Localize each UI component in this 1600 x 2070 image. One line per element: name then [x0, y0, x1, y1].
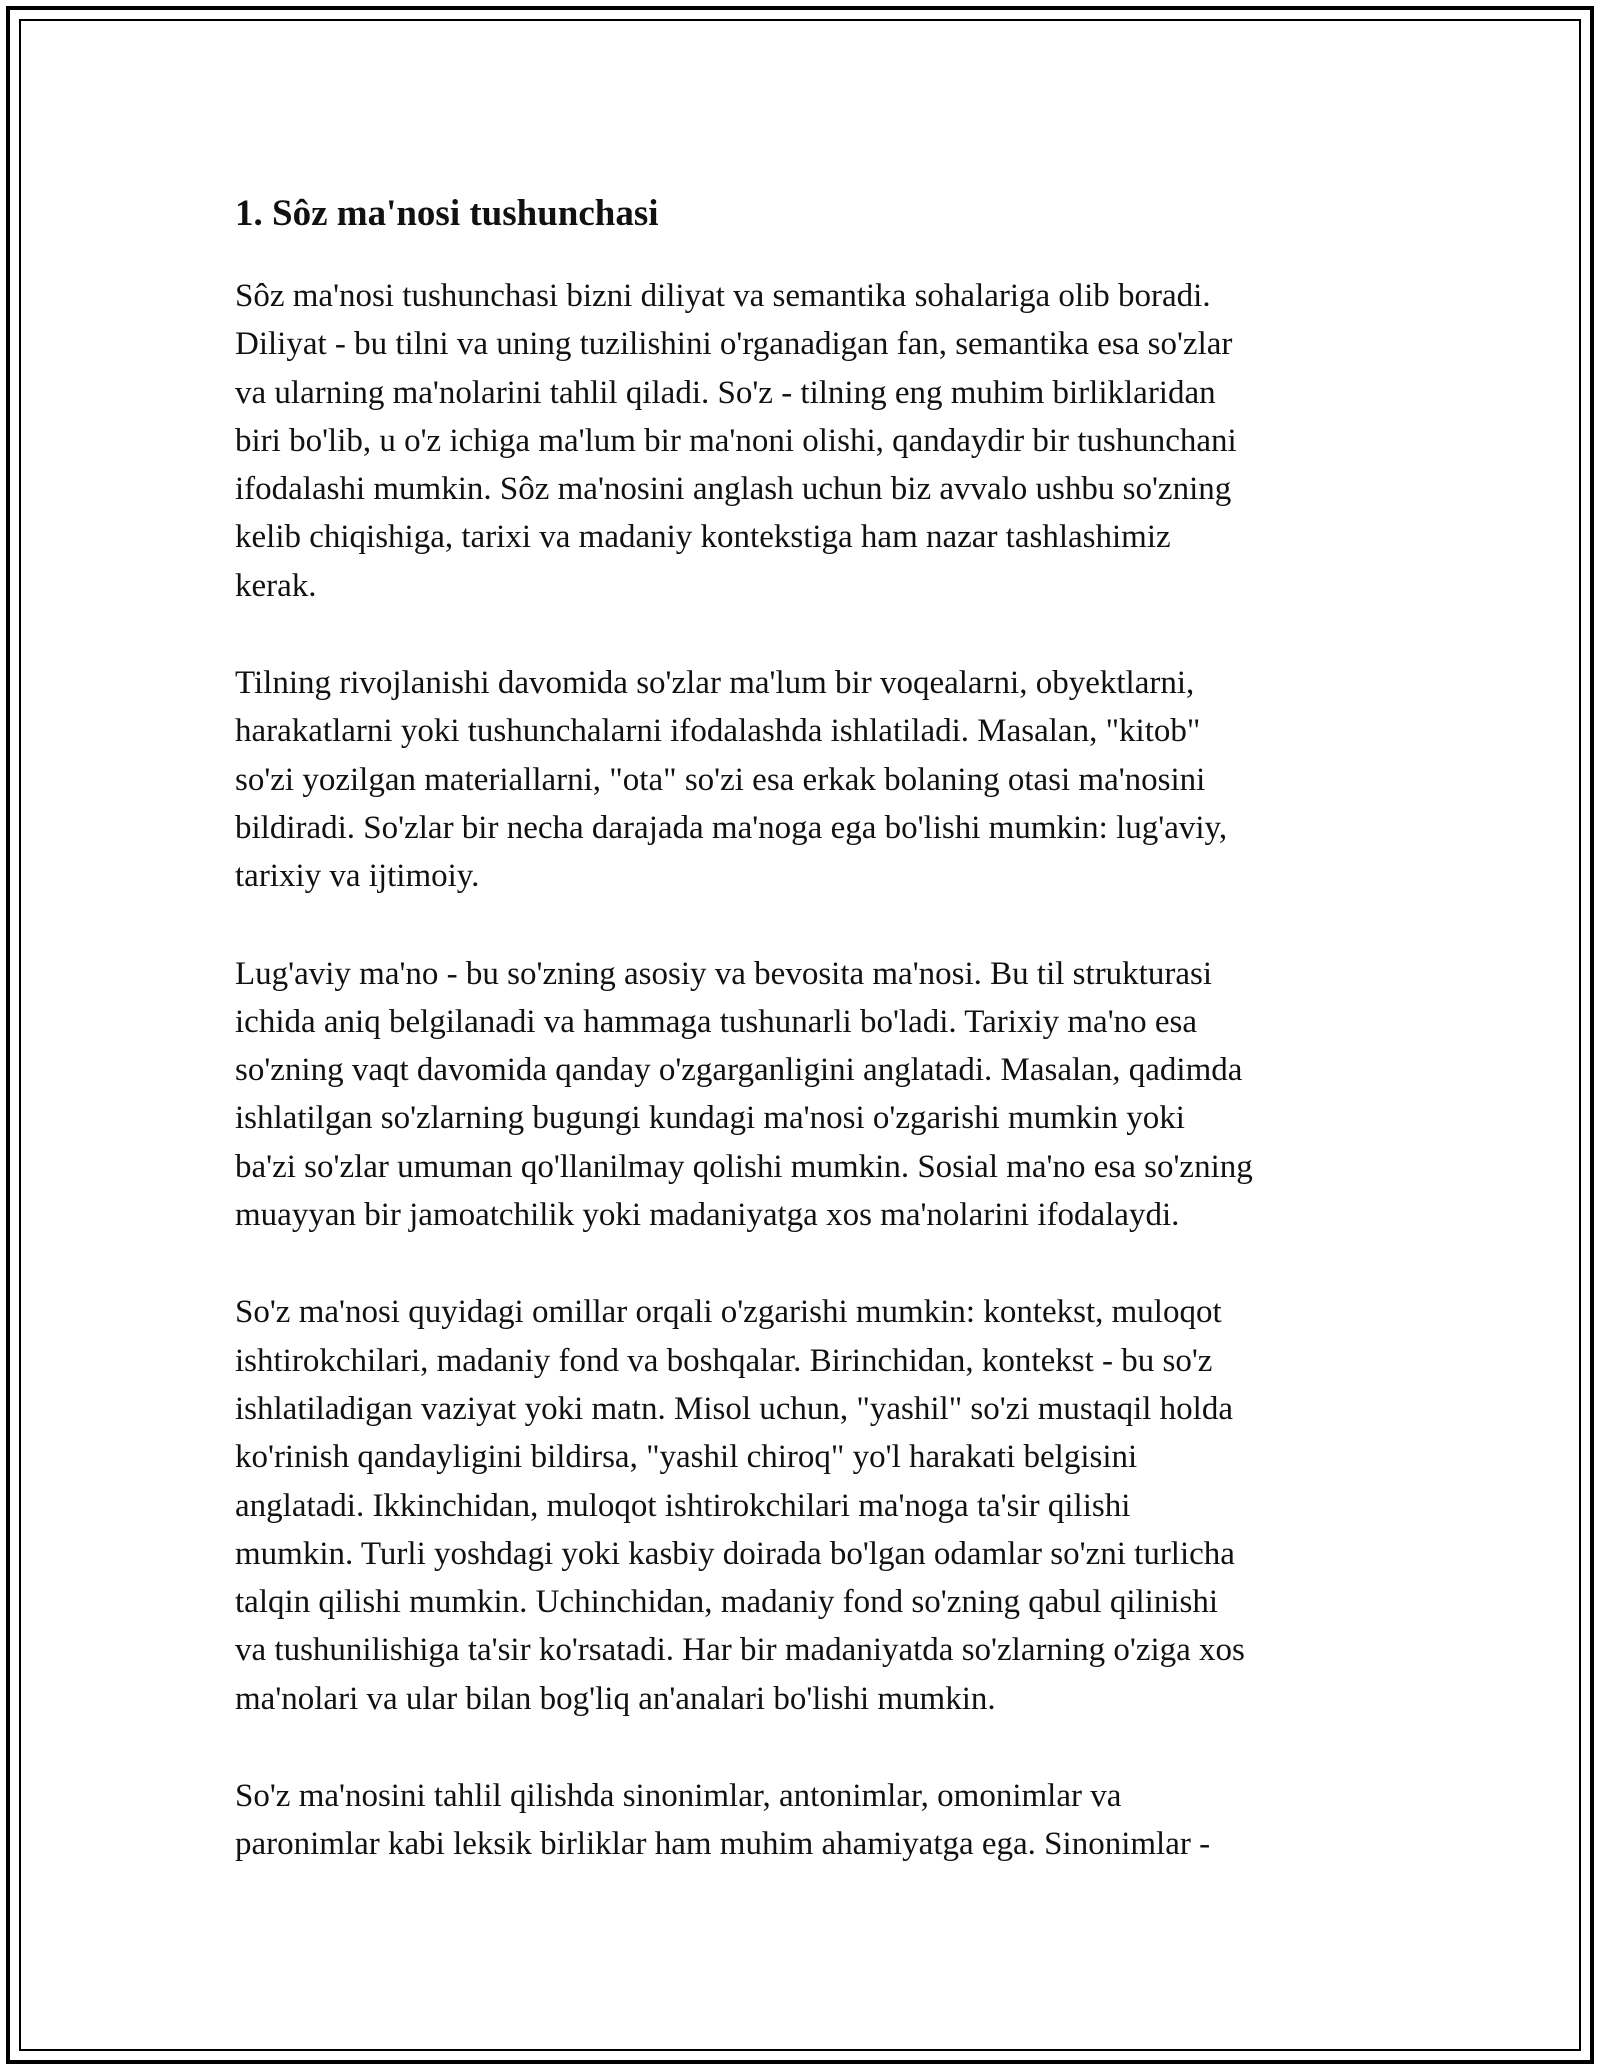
text-line: so'zning vaqt davomida qanday o'zgarganligini anglatadi. Masalan, qadimda: [235, 1052, 1243, 1089]
text-line: kelib chiqishiga, tarixi va madaniy kontekstiga ham nazar tashlashimiz: [235, 519, 1171, 556]
document-body: [235, 186, 1375, 1918]
text-line: muayyan bir jamoatchilik yoki madaniyatga xos ma'nolarini ifodalaydi.: [235, 1197, 1180, 1234]
text-line: anglatadi. Ikkinchidan, muloqot ishtirokchilari ma'noga ta'sir qilishi: [235, 1487, 1131, 1524]
text-line: ishlatilgan so'zlarning bugungi kundagi ma'nosi o'zgarishi mumkin yoki: [235, 1100, 1185, 1137]
text-line: bildiradi. So'zlar bir necha darajada ma'noga ega bo'lishi mumkin: lug'aviy,: [235, 809, 1228, 846]
text-line: Sôz ma'nosi tushunchasi bizni diliyat va semantika sohalariga olib boradi.: [235, 278, 1211, 314]
text-line: ishlatiladigan vaziyat yoki matn. Misol uchun, "yashil" so'zi mustaqil holda: [235, 1390, 1233, 1427]
text-line: talqin qilishi mumkin. Uchinchidan, madaniy fond so'zning qabul qilinishi: [235, 1584, 1219, 1621]
text-line: Tilning rivojlanishi davomida so'zlar ma'lum bir voqealarni, obyektlarni,: [235, 665, 1195, 702]
text-line: ifodalashi mumkin. Sôz ma'nosini anglash uchun biz avvalo ushbu so'zning: [235, 471, 1232, 508]
text-line: ishtirokchilari, madaniy fond va boshqalar. Birinchidan, kontekst - bu so'z: [235, 1342, 1213, 1379]
paragraph-1: [235, 272, 1375, 610]
text-line: harakatlarni yoki tushunchalarni ifodalashda ishlatiladi. Masalan, "kitob": [235, 713, 1201, 750]
text-line: Lug'aviy ma'no - bu so'zning asosiy va bevosita ma'nosi. Bu til strukturasi: [235, 955, 1212, 992]
text-line: ma'nolari va ular bilan bog'liq an'analari bo'lishi mumkin.: [235, 1680, 996, 1717]
section-heading: 1. Sôz ma'nosi tushunchasi: [235, 193, 659, 234]
text-line: Diliyat - bu tilni va uning tuzilishini o'rganadigan fan, semantika esa so'zlar: [235, 326, 1233, 363]
text-line: So'z ma'nosini tahlil qilishda sinonimlar, antonimlar, omonimlar va: [235, 1778, 1122, 1815]
paragraph-5: [235, 1772, 1375, 1869]
text-line: va ularning ma'nolarini tahlil qiladi. So'z - tilning eng muhim birliklaridan: [235, 374, 1216, 411]
text-line: biri bo'lib, u o'z ichiga ma'lum bir ma'noni olishi, qandaydir bir tushunchani: [235, 422, 1237, 459]
text-line: ichida aniq belgilanadi va hammaga tushunarli bo'ladi. Tarixiy ma'no esa: [235, 1003, 1198, 1040]
text-line: paronimlar kabi leksik birliklar ham muhim ahamiyatga ega. Sinonimlar -: [235, 1826, 1211, 1863]
text-line: kerak.: [235, 567, 317, 604]
text-line: mumkin. Turli yoshdagi yoki kasbiy doirada bo'lgan odamlar so'zni turlicha: [235, 1535, 1235, 1572]
text-line: ba'zi so'zlar umuman qo'llanilmay qolishi mumkin. Sosial ma'no esa so'zning: [235, 1148, 1253, 1185]
paragraph-3: [235, 950, 1375, 1240]
text-line: so'zi yozilgan materiallarni, "ota" so'zi esa erkak bolaning otasi ma'nosini: [235, 761, 1206, 798]
text-line: va tushunilishiga ta'sir ko'rsatadi. Har bir madaniyatda so'zlarning o'ziga xos: [235, 1632, 1245, 1669]
text-line: So'z ma'nosi quyidagi omillar orqali o'zgarishi mumkin: kontekst, muloqot: [235, 1294, 1222, 1331]
text-line: tarixiy va ijtimoiy.: [235, 858, 480, 895]
paragraph-4: [235, 1288, 1375, 1723]
paragraph-2: [235, 659, 1375, 900]
text-line: ko'rinish qandayligini bildirsa, "yashil chiroq" yo'l harakati belgisini: [235, 1439, 1138, 1476]
